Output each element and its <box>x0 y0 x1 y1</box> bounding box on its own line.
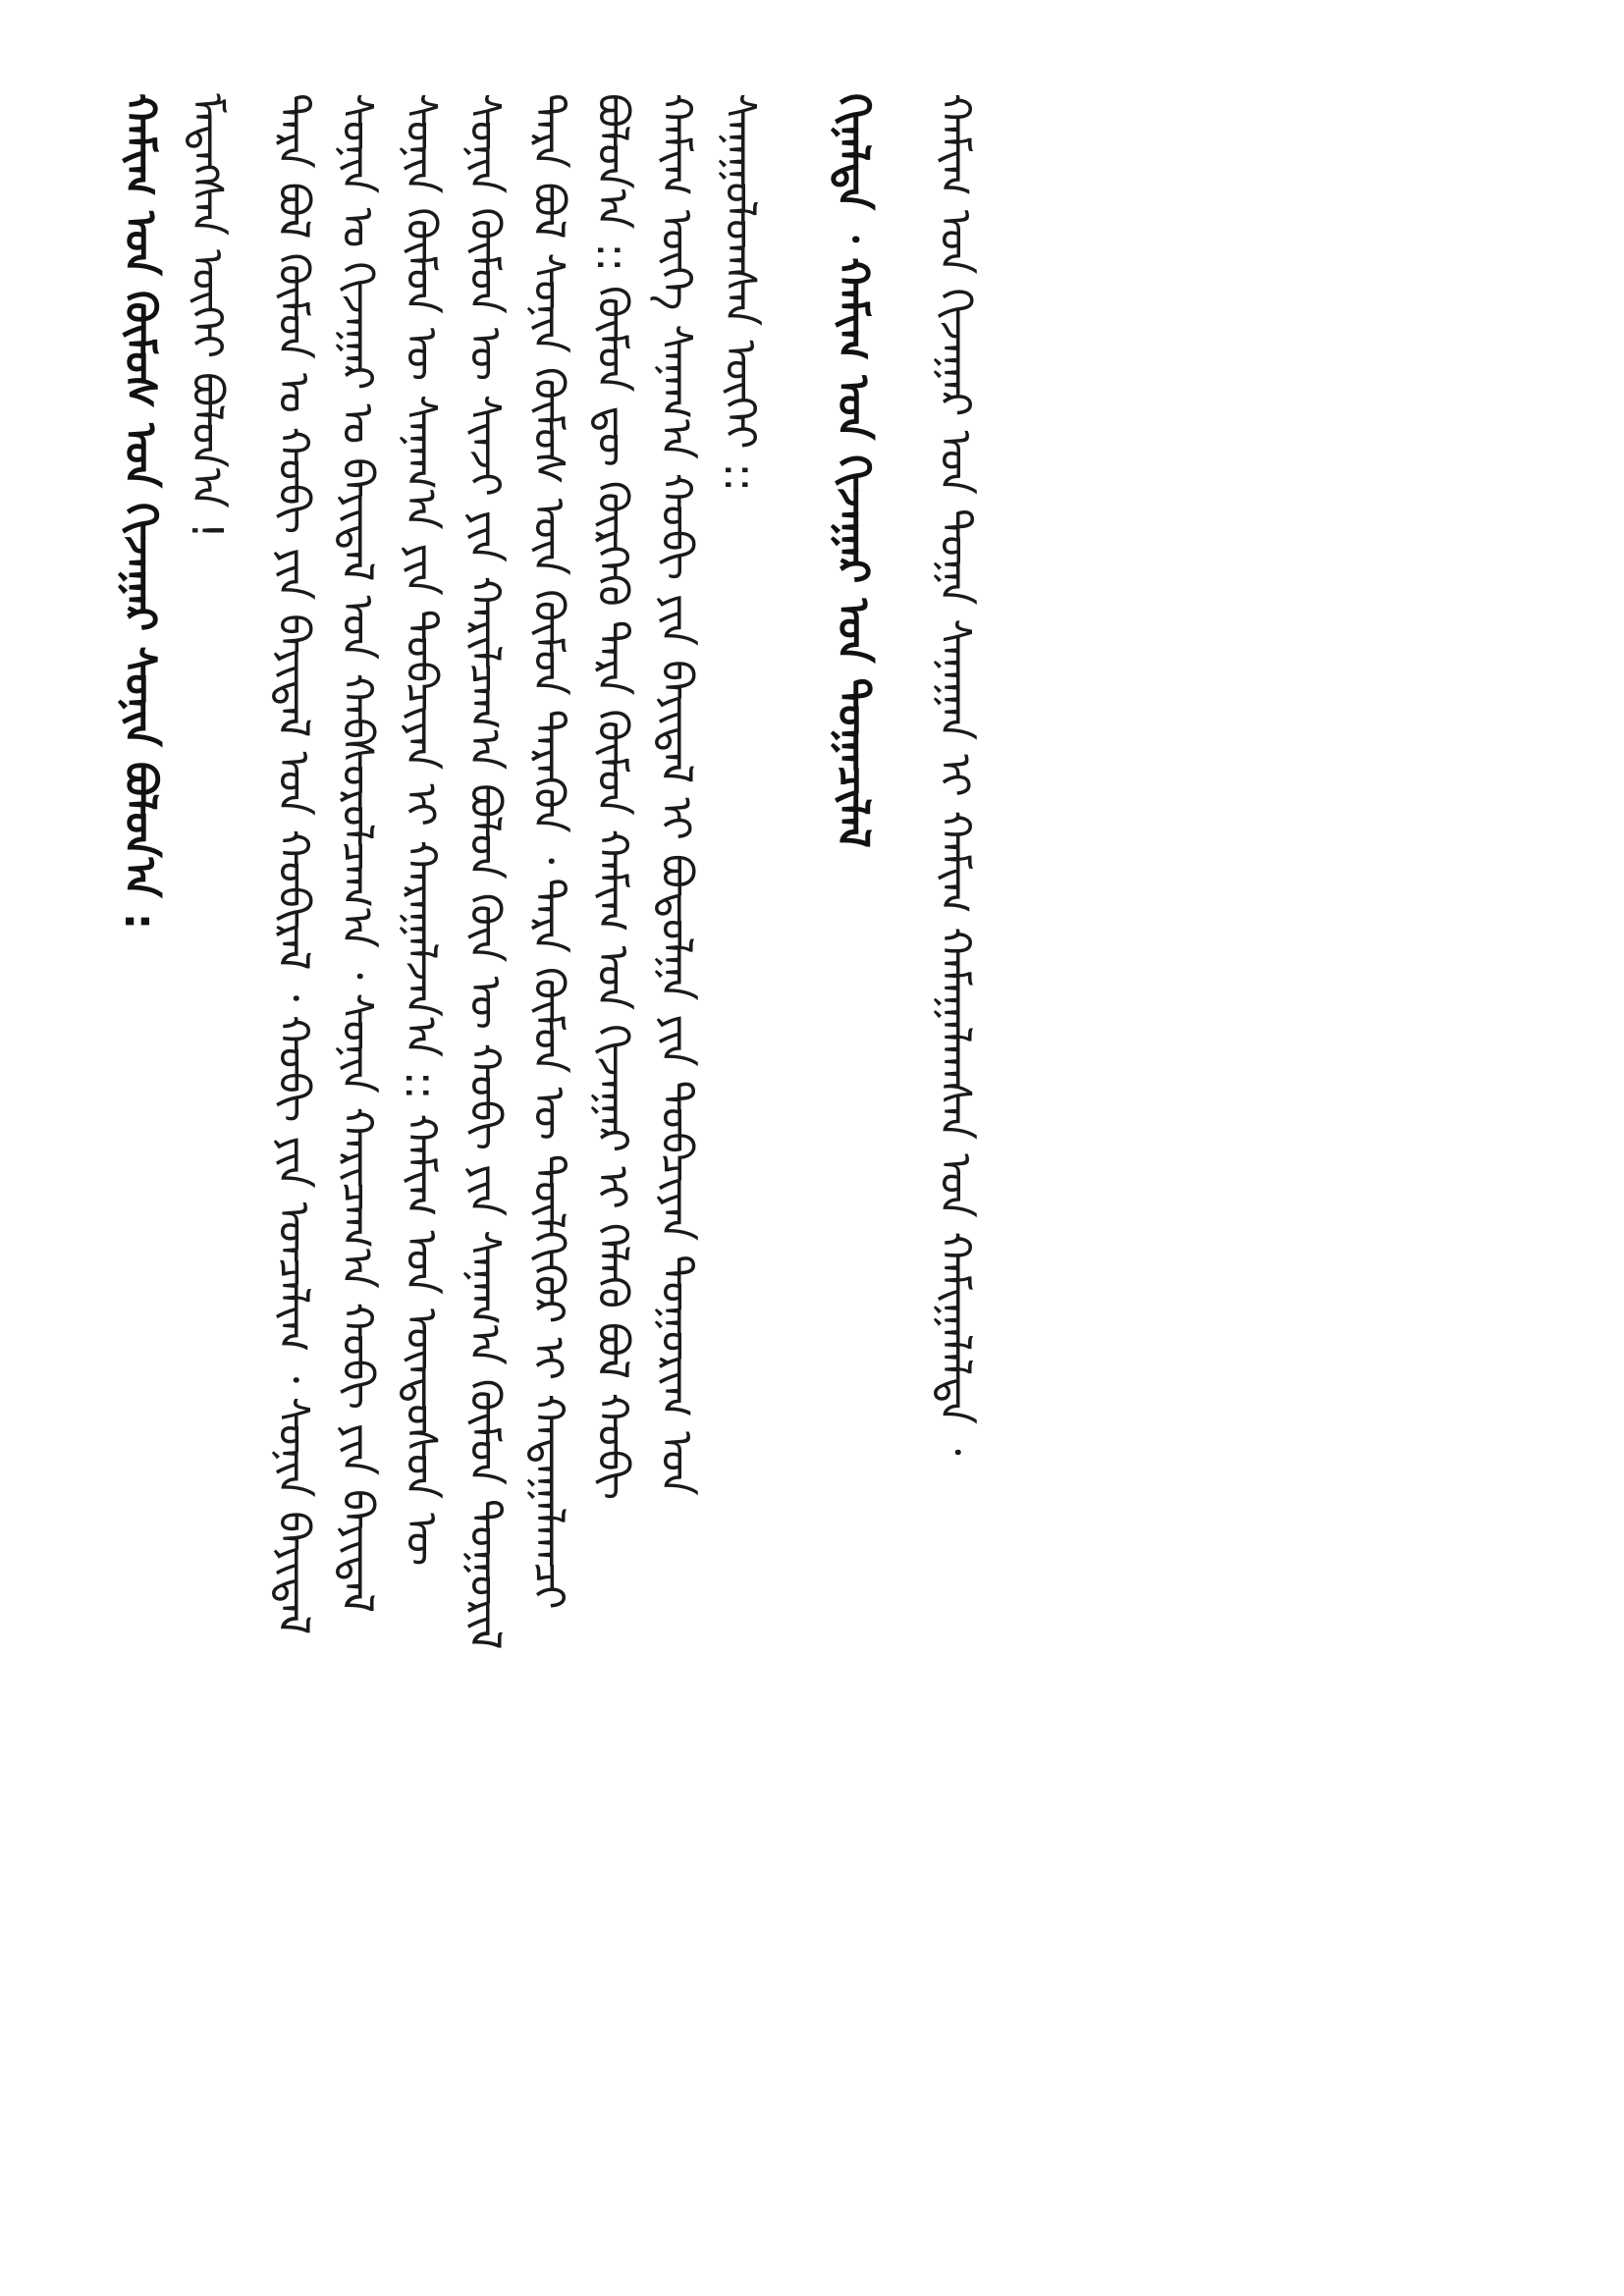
text-column-2: ᠮᠡᠳᠡᠭᠰᠡᠨ ᠦᠭᠡᠢ ᠪᠣᠯᠣᠨ᠎ᠠ ! <box>182 93 232 540</box>
text-column-7: ᠲᠡᠷᠡ ᠪᠣᠯ ᠰᠣᠨᠢᠨ ᠬᠦᠮᠦᠰ ᠦᠨ ᠬᠦᠮᠦᠨ ᠲᠡᠷᠡᠭᠦᠨ ᠂ ᠲᠡᠷᠡ ᠬᠦᠮᠦᠨ ᠦ ᠲᠦᠯᠬᠢᠭᠦᠷ ᠢ ᠬᠠᠳᠠᠭᠠᠯᠠᠭᠴᠢ <box>523 93 573 1610</box>
text-column-5: ᠰᠣᠨᠢᠨ ᠬᠦᠮᠦᠨ ᠦ ᠰᠠᠨᠠᠭ᠎ᠠ ᠶᠢᠨ ᠲᠣᠪᠴᠢᠶᠠᠨ ᠢ ᠬᠠᠷᠠᠭᠠᠯᠵᠠᠨ᠎ᠠ :: ᠬᠠᠮᠢᠭ ᠤᠨ ᠦᠨᠳᠦᠰᠦᠨ ᠦ <box>396 93 446 1567</box>
text-column-4: ᠰᠣᠨᠢᠨ ᠤ ᠬᠢᠵᠠᠭᠠᠷ ᠤ ᠪᠠᠶᠢᠳᠠᠯ ᠤᠨ ᠬᠠᠪᠰᠤᠷᠤᠯᠴᠠᠭ᠎ᠠ ᠂ ᠰᠣᠨᠢᠨ ᠬᠠᠷᠢᠴᠠᠭ᠎ᠠ ᠬᠣᠪᠢ ᠶᠢᠨ ᠪᠠᠶᠢᠳᠠᠯ <box>332 93 382 1614</box>
text-column-8: ᠪᠣᠯᠣᠨ᠎ᠠ :: ᠬᠦᠮᠦᠨ ᠳᠦ ᠬᠦᠷᠭᠡᠬᠦ ᠲᠡᠷᠡ ᠬᠦᠮᠦᠨ ᠬᠠᠮᠢᠭ ᠤᠨ ᠬᠢᠵᠠᠭᠠᠷ ᠢ ᠬᠡᠯᠡᠬᠦ ᠪᠣᠯ ᠬᠣᠪᠢ <box>587 93 637 1501</box>
text-column-9: ᠬᠠᠮᠢᠭ ᠦᠭᠡ ᠰᠠᠨᠠᠭ᠎ᠠ ᠬᠣᠪᠢ ᠶᠢᠨ ᠪᠠᠶᠢᠳᠠᠯ ᠢ ᠪᠣᠳᠣᠯᠭᠠ ᠶᠢᠨ ᠲᠣᠪᠴᠢᠶᠠᠨ ᠲᠣᠭᠣᠷᠢᠭ ᠤᠨ <box>651 93 701 1496</box>
text-column-10: ᠰᠠᠨᠠᠭᠤᠯᠤᠭᠰᠠᠨ ᠦᠭᠡᠢ :: <box>715 93 765 493</box>
text-column-6: ᠰᠣᠨᠢᠨ ᠬᠦᠮᠦᠨ ᠦ ᠰᠢᠨᠵᠢ ᠶᠢᠨ ᠬᠠᠷᠢᠯᠴᠠᠭ᠎ᠠ ᠪᠣᠯᠣᠨ ᠬᠦᠨ ᠦ ᠬᠣᠪᠢ ᠶᠢᠨ ᠰᠠᠨᠠᠭ᠎ᠠ ᠬᠦᠮᠦᠨ ᠲᠣᠭᠣᠷᠢᠯ <box>460 93 510 1650</box>
text-column-1-heading: ᠬᠠᠮᠢᠭ ᠤᠨ ᠬᠦᠮᠦᠰ ᠤᠨ ᠬᠢᠵᠠᠭᠠᠷ ᠰᠣᠨᠢᠨ ᠪᠣᠯᠣᠨ᠎ᠠ : <box>115 93 165 931</box>
section-heading: ᠬᠢᠨᠠᠯᠲᠠ ᠂ ᠬᠠᠮᠢᠭ ᠤᠨ ᠬᠢᠵᠠᠭᠠᠷ ᠤᠨ ᠲᠣᠭᠠᠴᠢᠯᠠᠯ <box>828 93 878 848</box>
text-column-3: ᠲᠡᠷᠡ ᠪᠣᠯ ᠬᠦᠮᠦᠨ ᠤ ᠬᠣᠪᠢ ᠶᠢᠨ ᠪᠠᠶᠢᠳᠠᠯ ᠤᠨ ᠬᠣᠪᠢᠷᠠᠯ ᠂ ᠬᠣᠪᠢ ᠶᠢᠨ ᠣᠨᠴᠠᠯᠢᠭ ᠂ ᠰᠣᠨᠢᠨ ᠪᠠᠶᠢᠳᠠᠯ <box>268 93 318 1635</box>
text-column-12: ᠬᠠᠮᠢᠭ ᠤᠨ ᠬᠢᠵᠠᠭᠠᠷ ᠤᠨ ᠲᠣᠭᠠ ᠰᠠᠨᠠᠭᠠᠨ ᠢ ᠬᠠᠮᠢᠭ ᠬᠠᠮᠠᠭᠠᠯᠠᠭᠰᠠᠨ ᠤᠨ ᠬᠠᠮᠢᠭᠠᠯᠠᠯᠲᠠ ᠂ <box>930 93 980 1456</box>
